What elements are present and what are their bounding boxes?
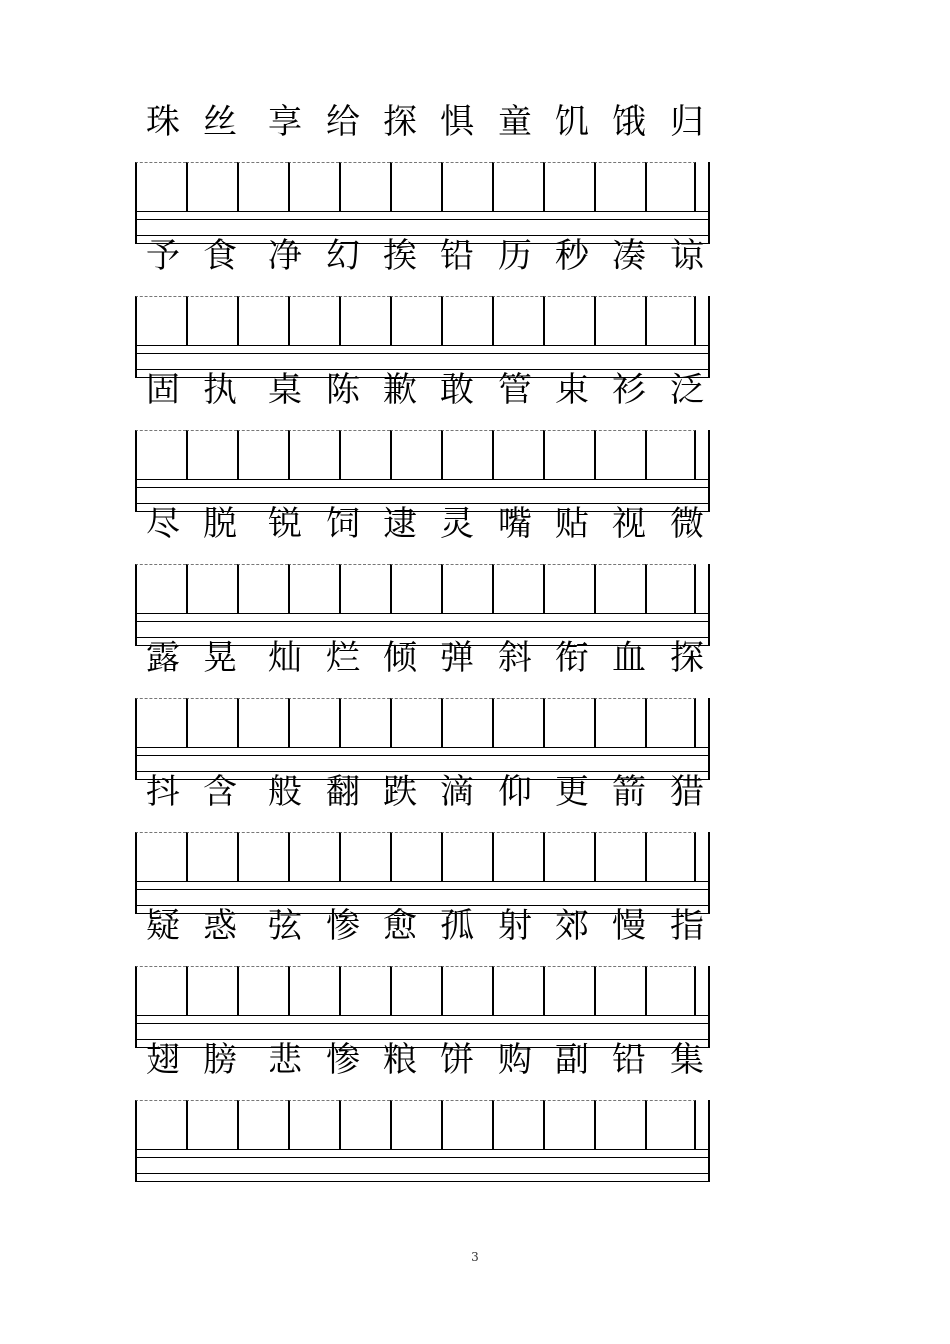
writing-box[interactable] bbox=[135, 564, 186, 614]
practice-character: 幻 bbox=[326, 236, 360, 276]
practice-character: 副 bbox=[555, 1040, 589, 1080]
practice-character: 束 bbox=[555, 370, 589, 410]
writing-box[interactable] bbox=[543, 832, 594, 882]
practice-character: 郊 bbox=[555, 906, 589, 946]
practice-character: 衔 bbox=[555, 638, 589, 678]
practice-character: 固 bbox=[146, 370, 180, 410]
writing-box[interactable] bbox=[543, 564, 594, 614]
writing-line bbox=[135, 889, 709, 890]
practice-character: 歉 bbox=[383, 370, 417, 410]
writing-line bbox=[135, 1173, 709, 1174]
writing-box[interactable] bbox=[135, 698, 186, 748]
writing-box[interactable] bbox=[135, 430, 186, 480]
practice-character: 铅 bbox=[612, 1040, 646, 1080]
grid-right-border bbox=[708, 698, 710, 780]
writing-line bbox=[135, 613, 709, 614]
practice-character: 尽 bbox=[146, 504, 180, 544]
practice-character: 购 bbox=[498, 1040, 532, 1080]
writing-box[interactable] bbox=[543, 698, 594, 748]
writing-line bbox=[135, 211, 709, 212]
writing-box[interactable] bbox=[237, 1100, 288, 1150]
writing-box[interactable] bbox=[543, 966, 594, 1016]
writing-box[interactable] bbox=[339, 832, 390, 882]
practice-character: 给 bbox=[326, 102, 360, 142]
writing-box[interactable] bbox=[594, 966, 645, 1016]
practice-character: 指 bbox=[670, 906, 704, 946]
practice-character: 桌 bbox=[268, 370, 302, 410]
writing-box[interactable] bbox=[594, 698, 645, 748]
practice-character: 滴 bbox=[440, 772, 474, 812]
practice-character: 箭 bbox=[612, 772, 646, 812]
writing-line bbox=[135, 755, 709, 756]
practice-character: 食 bbox=[203, 236, 237, 276]
writing-box[interactable] bbox=[135, 162, 186, 212]
writing-box[interactable] bbox=[441, 162, 492, 212]
writing-box[interactable] bbox=[288, 430, 339, 480]
writing-box[interactable] bbox=[441, 430, 492, 480]
character-row bbox=[0, 904, 950, 948]
writing-box[interactable] bbox=[288, 966, 339, 1016]
practice-character: 逮 bbox=[383, 504, 417, 544]
writing-line bbox=[135, 621, 709, 622]
practice-character: 敢 bbox=[440, 370, 474, 410]
writing-box[interactable] bbox=[645, 564, 696, 614]
writing-box[interactable] bbox=[492, 296, 543, 346]
grid-right-border bbox=[708, 1100, 710, 1182]
writing-grid bbox=[135, 832, 711, 914]
practice-character: 抖 bbox=[146, 772, 180, 812]
practice-character: 血 bbox=[612, 638, 646, 678]
writing-box[interactable] bbox=[594, 296, 645, 346]
writing-box[interactable] bbox=[237, 430, 288, 480]
writing-box[interactable] bbox=[237, 162, 288, 212]
practice-character: 露 bbox=[146, 638, 180, 678]
practice-character: 执 bbox=[203, 370, 237, 410]
writing-box[interactable] bbox=[543, 296, 594, 346]
practice-character: 秒 bbox=[555, 236, 589, 276]
writing-box[interactable] bbox=[645, 698, 696, 748]
practice-character: 孤 bbox=[440, 906, 474, 946]
writing-box[interactable] bbox=[492, 564, 543, 614]
practice-character: 弹 bbox=[440, 638, 474, 678]
practice-character: 饥 bbox=[555, 102, 589, 142]
writing-grid bbox=[135, 430, 711, 512]
writing-box[interactable] bbox=[339, 698, 390, 748]
practice-character: 探 bbox=[383, 102, 417, 142]
practice-character: 晃 bbox=[203, 638, 237, 678]
character-row bbox=[0, 1038, 950, 1082]
grid-right-border bbox=[708, 430, 710, 512]
practice-character: 铅 bbox=[440, 236, 474, 276]
writing-grid bbox=[135, 698, 711, 780]
practice-character: 惨 bbox=[326, 1040, 360, 1080]
character-row bbox=[0, 636, 950, 680]
writing-box[interactable] bbox=[390, 1100, 441, 1150]
character-row bbox=[0, 368, 950, 412]
practice-character: 净 bbox=[268, 236, 302, 276]
writing-box[interactable] bbox=[288, 296, 339, 346]
practice-character: 管 bbox=[498, 370, 532, 410]
writing-line bbox=[135, 881, 709, 882]
writing-box[interactable] bbox=[390, 698, 441, 748]
practice-character: 惧 bbox=[440, 102, 474, 142]
grid-left-border bbox=[135, 1150, 137, 1182]
writing-line bbox=[135, 1023, 709, 1024]
character-row bbox=[0, 100, 950, 144]
writing-box[interactable] bbox=[135, 832, 186, 882]
character-row bbox=[0, 770, 950, 814]
practice-character: 谅 bbox=[670, 236, 704, 276]
writing-box[interactable] bbox=[186, 698, 237, 748]
writing-line bbox=[135, 219, 709, 220]
practice-character: 嘴 bbox=[498, 504, 532, 544]
practice-character: 膀 bbox=[203, 1040, 237, 1080]
practice-character: 集 bbox=[670, 1040, 704, 1080]
practice-character: 更 bbox=[555, 772, 589, 812]
practice-character: 含 bbox=[203, 772, 237, 812]
writing-grid bbox=[135, 162, 711, 244]
writing-box[interactable] bbox=[186, 832, 237, 882]
writing-box[interactable] bbox=[135, 296, 186, 346]
writing-box[interactable] bbox=[390, 966, 441, 1016]
writing-line bbox=[135, 1149, 709, 1150]
writing-box[interactable] bbox=[339, 1100, 390, 1150]
writing-line bbox=[135, 345, 709, 346]
writing-box[interactable] bbox=[492, 1100, 543, 1150]
practice-character: 灿 bbox=[268, 638, 302, 678]
practice-character: 悲 bbox=[268, 1040, 302, 1080]
practice-character: 惑 bbox=[203, 906, 237, 946]
writing-box[interactable] bbox=[390, 162, 441, 212]
writing-box[interactable] bbox=[186, 162, 237, 212]
writing-box[interactable] bbox=[390, 564, 441, 614]
practice-character: 倾 bbox=[383, 638, 417, 678]
character-row bbox=[0, 234, 950, 278]
writing-box[interactable] bbox=[594, 1100, 645, 1150]
writing-grid bbox=[135, 296, 711, 378]
practice-character: 归 bbox=[670, 102, 704, 142]
practice-character: 粮 bbox=[383, 1040, 417, 1080]
writing-box[interactable] bbox=[186, 966, 237, 1016]
writing-box[interactable] bbox=[441, 832, 492, 882]
practice-character: 微 bbox=[670, 504, 704, 544]
practice-character: 仰 bbox=[498, 772, 532, 812]
writing-box[interactable] bbox=[288, 564, 339, 614]
practice-character: 凑 bbox=[612, 236, 646, 276]
practice-character: 童 bbox=[498, 102, 532, 142]
writing-box[interactable] bbox=[594, 564, 645, 614]
writing-box[interactable] bbox=[237, 832, 288, 882]
writing-box[interactable] bbox=[492, 430, 543, 480]
writing-box[interactable] bbox=[186, 430, 237, 480]
practice-character: 惨 bbox=[326, 906, 360, 946]
writing-box[interactable] bbox=[339, 564, 390, 614]
practice-character: 挨 bbox=[383, 236, 417, 276]
writing-box[interactable] bbox=[339, 296, 390, 346]
writing-line bbox=[135, 353, 709, 354]
writing-box[interactable] bbox=[645, 162, 696, 212]
writing-box[interactable] bbox=[441, 698, 492, 748]
practice-character: 愈 bbox=[383, 906, 417, 946]
writing-box[interactable] bbox=[237, 966, 288, 1016]
writing-box[interactable] bbox=[543, 162, 594, 212]
practice-character: 锐 bbox=[268, 504, 302, 544]
practice-character: 猎 bbox=[670, 772, 704, 812]
writing-grid bbox=[135, 1100, 711, 1182]
writing-line bbox=[135, 747, 709, 748]
practice-character: 斜 bbox=[498, 638, 532, 678]
practice-character: 视 bbox=[612, 504, 646, 544]
practice-character: 贴 bbox=[555, 504, 589, 544]
practice-character: 翻 bbox=[326, 772, 360, 812]
writing-box[interactable] bbox=[492, 966, 543, 1016]
practice-character: 弦 bbox=[268, 906, 302, 946]
writing-box[interactable] bbox=[441, 966, 492, 1016]
grid-right-border bbox=[708, 296, 710, 378]
grid-right-border bbox=[708, 564, 710, 646]
practice-character: 享 bbox=[268, 102, 302, 142]
writing-box[interactable] bbox=[186, 296, 237, 346]
practice-character: 般 bbox=[268, 772, 302, 812]
writing-box[interactable] bbox=[492, 162, 543, 212]
writing-box[interactable] bbox=[645, 430, 696, 480]
writing-box[interactable] bbox=[645, 832, 696, 882]
writing-box[interactable] bbox=[339, 966, 390, 1016]
writing-box[interactable] bbox=[390, 296, 441, 346]
practice-character: 烂 bbox=[326, 638, 360, 678]
writing-grid bbox=[135, 564, 711, 646]
writing-box[interactable] bbox=[288, 698, 339, 748]
writing-box[interactable] bbox=[492, 832, 543, 882]
writing-box[interactable] bbox=[441, 564, 492, 614]
writing-box[interactable] bbox=[288, 1100, 339, 1150]
writing-box[interactable] bbox=[135, 1100, 186, 1150]
writing-box[interactable] bbox=[288, 832, 339, 882]
character-row bbox=[0, 502, 950, 546]
practice-character: 珠 bbox=[146, 102, 180, 142]
writing-box[interactable] bbox=[645, 296, 696, 346]
writing-box[interactable] bbox=[492, 698, 543, 748]
practice-character: 射 bbox=[498, 906, 532, 946]
writing-box[interactable] bbox=[594, 162, 645, 212]
practice-character: 陈 bbox=[326, 370, 360, 410]
practice-character: 探 bbox=[670, 638, 704, 678]
writing-box[interactable] bbox=[390, 430, 441, 480]
writing-box[interactable] bbox=[339, 162, 390, 212]
writing-box[interactable] bbox=[441, 296, 492, 346]
writing-box[interactable] bbox=[594, 430, 645, 480]
writing-line bbox=[135, 479, 709, 480]
writing-box[interactable] bbox=[645, 966, 696, 1016]
practice-character: 丝 bbox=[203, 102, 237, 142]
practice-character: 予 bbox=[146, 236, 180, 276]
writing-box[interactable] bbox=[186, 1100, 237, 1150]
writing-line bbox=[135, 1157, 709, 1158]
writing-box[interactable] bbox=[288, 162, 339, 212]
practice-character: 翅 bbox=[146, 1040, 180, 1080]
writing-box[interactable] bbox=[186, 564, 237, 614]
practice-character: 灵 bbox=[440, 504, 474, 544]
practice-character: 慢 bbox=[612, 906, 646, 946]
writing-box[interactable] bbox=[543, 1100, 594, 1150]
practice-character: 泛 bbox=[670, 370, 704, 410]
grid-right-border bbox=[708, 832, 710, 914]
writing-box[interactable] bbox=[645, 1100, 696, 1150]
writing-box[interactable] bbox=[135, 966, 186, 1016]
practice-character: 饿 bbox=[612, 102, 646, 142]
practice-character: 脱 bbox=[203, 504, 237, 544]
writing-box[interactable] bbox=[339, 430, 390, 480]
writing-box[interactable] bbox=[237, 564, 288, 614]
writing-line bbox=[135, 1181, 709, 1182]
writing-box[interactable] bbox=[543, 430, 594, 480]
writing-box[interactable] bbox=[441, 1100, 492, 1150]
writing-box[interactable] bbox=[594, 832, 645, 882]
writing-box[interactable] bbox=[390, 832, 441, 882]
grid-right-border bbox=[708, 162, 710, 244]
practice-character: 历 bbox=[498, 236, 532, 276]
practice-character: 饼 bbox=[440, 1040, 474, 1080]
writing-box[interactable] bbox=[237, 296, 288, 346]
practice-character: 衫 bbox=[612, 370, 646, 410]
writing-line bbox=[135, 1015, 709, 1016]
practice-character: 饲 bbox=[326, 504, 360, 544]
writing-box[interactable] bbox=[237, 698, 288, 748]
practice-character: 疑 bbox=[146, 906, 180, 946]
grid-right-border bbox=[708, 966, 710, 1048]
writing-grid bbox=[135, 966, 711, 1048]
practice-character: 跌 bbox=[383, 772, 417, 812]
page-number: 3 bbox=[471, 1250, 479, 1264]
writing-line bbox=[135, 487, 709, 488]
